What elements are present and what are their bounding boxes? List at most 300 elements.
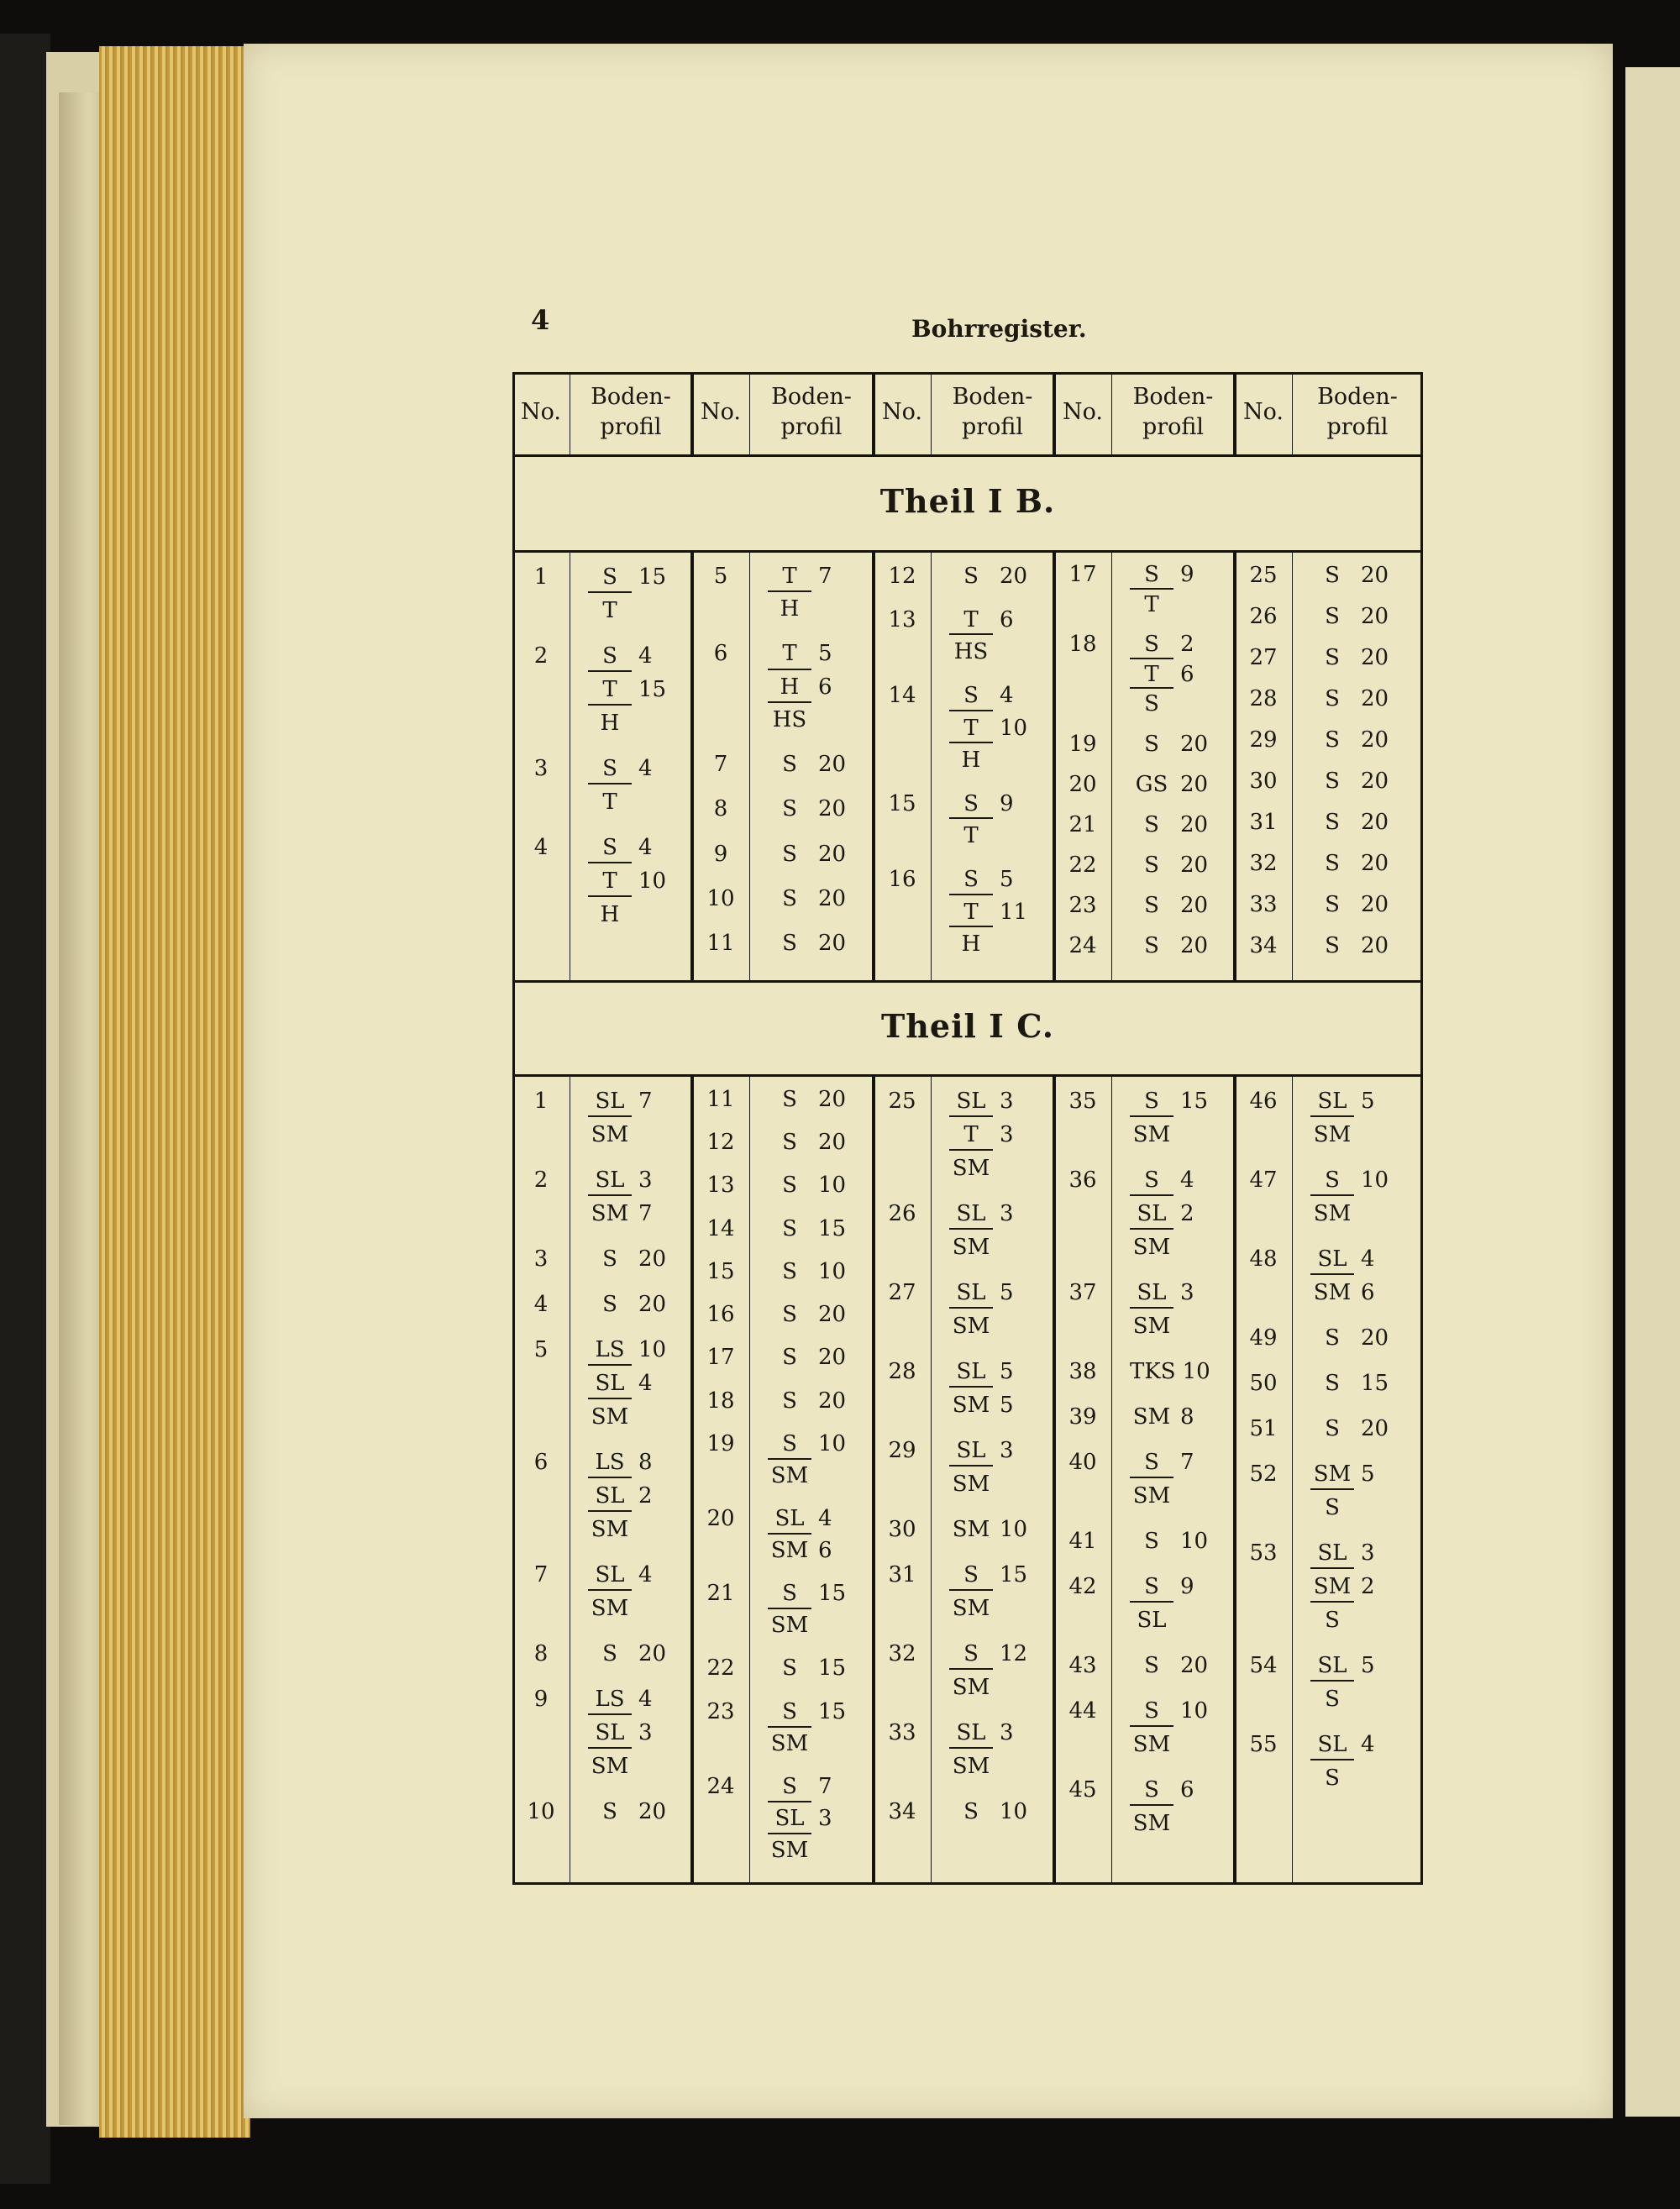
entry-number: 28 (888, 1359, 916, 1384)
layer-thickness: 3 (1000, 1438, 1014, 1463)
soil-profile (1310, 807, 1423, 837)
layer-thickness: 20 (638, 1799, 667, 1824)
section-1-thin-divider (749, 550, 750, 980)
layer-symbol: SM (952, 1235, 990, 1260)
profile-layer (588, 1084, 692, 1118)
profile-layer (768, 1386, 874, 1418)
layer-symbol: S (1325, 1495, 1340, 1520)
layer-symbol: T (588, 675, 632, 706)
column-header-bodenprofil (1292, 382, 1423, 443)
profile-layer (768, 1214, 874, 1246)
layer-symbol: S (588, 754, 632, 784)
soil-profile (588, 831, 692, 931)
layer-thickness: 20 (1180, 772, 1209, 798)
layer-thickness: 20 (818, 1345, 847, 1371)
layer-symbol: SM (1313, 1201, 1352, 1226)
entry-number: 33 (888, 1720, 916, 1745)
entry-number: 23 (1068, 893, 1097, 919)
layer-symbol: S (768, 1699, 811, 1728)
layer-symbol: S (1130, 1087, 1173, 1117)
layer-thickness: 10 (818, 1173, 847, 1199)
layer-symbol: S (1325, 604, 1340, 629)
entry-number: 3 (533, 1246, 549, 1272)
layer-symbol: S (949, 1561, 993, 1591)
soil-profile (588, 1682, 692, 1783)
layer-thickness: 3 (818, 1805, 832, 1831)
soil-profile (949, 1716, 1054, 1783)
layer-symbol: SM (952, 1675, 990, 1700)
profile-layer (1130, 1479, 1235, 1513)
section-2-thin-divider (749, 1074, 750, 1885)
layer-symbol: H (768, 674, 811, 703)
soil-profile (1310, 1457, 1423, 1524)
profile-layer (949, 679, 1054, 711)
entry-number: 50 (1249, 1371, 1278, 1396)
entry-number: 35 (1068, 1089, 1097, 1114)
layer-symbol: H (961, 931, 981, 958)
layer-thickness: 20 (1180, 732, 1209, 758)
soil-profile (949, 863, 1054, 960)
profile-layer (588, 1197, 692, 1230)
profile-layer (949, 788, 1054, 820)
column-header-no: No. (1063, 399, 1103, 425)
entry-number: 28 (1249, 686, 1278, 711)
profile-layer (588, 594, 692, 627)
layer-thickness: 6 (818, 1538, 832, 1563)
profile-layer (949, 1558, 1054, 1592)
layer-thickness: 20 (1361, 727, 1389, 753)
layer-symbol: S (602, 1641, 617, 1666)
soil-profile (1310, 1367, 1423, 1400)
entry-number: 37 (1068, 1280, 1097, 1305)
profile-layer (588, 1513, 692, 1546)
soil-profile (1130, 730, 1235, 760)
layer-symbol: SM (1132, 1732, 1171, 1757)
section-1-thin-divider (931, 550, 932, 980)
layer-symbol: SM (591, 1596, 629, 1621)
layer-symbol: T (949, 1120, 993, 1151)
layer-symbol: LS (588, 1685, 632, 1715)
layer-thickness: 5 (1361, 1461, 1375, 1487)
profile-layer (949, 1197, 1054, 1230)
layer-thickness: 6 (1180, 1777, 1194, 1802)
soil-profile (1130, 1400, 1235, 1434)
layer-symbol: S (782, 1087, 797, 1112)
soil-profile (1130, 1570, 1235, 1637)
entry-number: 4 (533, 1292, 549, 1317)
header-line: Boden- (1317, 384, 1398, 410)
layer-thickness: 4 (638, 1562, 653, 1587)
layer-symbol: SM (1132, 1122, 1171, 1147)
layer-thickness: 5 (1361, 1653, 1375, 1678)
profile-layer (1130, 690, 1235, 720)
profile-layer (588, 560, 692, 594)
soil-profile (949, 1084, 1054, 1185)
soil-profile (768, 560, 874, 627)
layer-symbol: S (782, 1655, 797, 1682)
soil-profile (768, 1429, 874, 1493)
layer-symbol: S (1325, 851, 1340, 876)
profile-layer (768, 1697, 874, 1729)
entry-number: 27 (1249, 645, 1278, 670)
layer-thickness: 20 (1180, 893, 1209, 919)
layer-symbol: T (1144, 591, 1159, 617)
soil-profile (588, 1558, 692, 1625)
layer-symbol: S (963, 1799, 979, 1824)
layer-symbol: T (949, 715, 993, 743)
layer-symbol: HS (953, 639, 989, 665)
entry-number: 40 (1068, 1450, 1097, 1475)
profile-layer (588, 785, 692, 819)
profile-layer (1130, 1773, 1235, 1807)
profile-layer (588, 1367, 692, 1400)
profile-layer (1310, 848, 1423, 879)
profile-layer (588, 1750, 692, 1783)
entry-number: 5 (713, 564, 728, 589)
soil-profile (768, 1127, 874, 1159)
entry-number: 20 (706, 1506, 735, 1532)
entry-number: 24 (706, 1773, 735, 1799)
soil-profile (1310, 1728, 1423, 1795)
layer-thickness: 20 (1361, 933, 1389, 958)
layer-thickness: 4 (638, 1687, 653, 1712)
layer-thickness: 20 (1361, 892, 1389, 917)
entry-number: 46 (1249, 1089, 1278, 1114)
profile-layer (768, 1610, 874, 1642)
entry-number: 55 (1249, 1732, 1278, 1757)
layer-symbol: T (963, 823, 979, 849)
entry-number: 47 (1249, 1167, 1278, 1193)
entry-number: 20 (1068, 772, 1097, 798)
profile-layer (588, 1682, 692, 1716)
layer-symbol: SM (591, 1754, 629, 1779)
profile-layer (1130, 630, 1235, 660)
profile-layer (588, 1716, 692, 1750)
layer-symbol: S (1144, 1529, 1159, 1554)
layer-symbol: SM (1132, 1811, 1171, 1836)
layer-symbol: S (1325, 1371, 1340, 1396)
soil-profile (949, 1197, 1054, 1264)
layer-symbol: S (1325, 810, 1340, 835)
layer-thickness: 7 (638, 1089, 653, 1114)
soil-profile (588, 639, 692, 740)
soil-profile (768, 883, 874, 916)
soil-profile (768, 1257, 874, 1288)
layer-thickness: 4 (638, 643, 653, 669)
layer-symbol: S (1325, 1608, 1340, 1633)
profile-layer (949, 1467, 1054, 1501)
soil-profile (1130, 1694, 1235, 1761)
layer-symbol: S (782, 1388, 797, 1414)
layer-symbol: S (782, 841, 797, 867)
layer-thickness: 4 (818, 1506, 832, 1532)
layer-symbol: S (1130, 1448, 1173, 1478)
entry-number: 36 (1068, 1167, 1097, 1193)
profile-layer (1130, 1197, 1235, 1230)
layer-thickness: 20 (818, 1302, 847, 1328)
soil-profile (1310, 560, 1423, 590)
layer-thickness: 4 (638, 1371, 653, 1396)
layer-symbol: S (1144, 812, 1159, 838)
layer-thickness: 15 (638, 677, 667, 702)
soil-profile (949, 788, 1054, 853)
soil-profile (1130, 851, 1235, 881)
profile-layer (1130, 1230, 1235, 1264)
profile-layer (1310, 1536, 1423, 1570)
bohrregister-table (512, 372, 1423, 1885)
layer-thickness: 15 (818, 1215, 847, 1241)
entry-number: 15 (888, 790, 916, 816)
layer-symbol: S (1325, 1416, 1340, 1441)
layer-symbol: SL (949, 1357, 993, 1388)
entry-number: 1 (533, 564, 549, 590)
entry-number: 14 (888, 683, 916, 709)
layer-thickness: 20 (1180, 853, 1209, 879)
layer-symbol: S (1130, 1776, 1173, 1806)
layer-thickness: 2 (1180, 1201, 1194, 1226)
layer-thickness: 20 (1361, 686, 1389, 711)
layer-thickness: 10 (638, 1337, 667, 1362)
profile-layer (1130, 1603, 1235, 1637)
layer-symbol: SL (949, 1718, 993, 1749)
profile-layer (1130, 851, 1235, 881)
profile-layer (588, 864, 692, 898)
layer-thickness: 20 (1361, 645, 1389, 670)
layer-thickness: 20 (818, 752, 847, 778)
layer-thickness: 3 (1180, 1280, 1194, 1305)
profile-layer (768, 560, 874, 593)
soil-profile (588, 560, 692, 627)
layer-symbol: SL (768, 1806, 811, 1834)
layer-thickness: 4 (1361, 1246, 1375, 1272)
profile-layer (1310, 1084, 1423, 1118)
profile-layer (949, 1388, 1054, 1422)
entry-number: 49 (1249, 1325, 1278, 1351)
column-header-bodenprofil (931, 382, 1054, 443)
profile-layer (1310, 560, 1423, 590)
section-2-thin-divider (1111, 1074, 1112, 1885)
layer-thickness: 15 (1180, 1089, 1209, 1114)
soil-profile (1310, 1649, 1423, 1716)
column-header-bodenprofil (1111, 382, 1235, 443)
profile-layer (949, 1795, 1054, 1829)
soil-profile (1310, 1084, 1423, 1152)
layer-symbol: T (768, 563, 811, 592)
soil-profile (588, 1084, 692, 1152)
layer-symbol: SM (1313, 1122, 1352, 1147)
section-1-end-rule (512, 980, 1423, 983)
soil-profile (949, 1276, 1054, 1343)
entry-number: 39 (1068, 1404, 1097, 1430)
profile-layer (949, 1637, 1054, 1671)
soil-profile (768, 927, 874, 960)
layer-symbol: S (949, 682, 993, 711)
profile-layer (1310, 766, 1423, 796)
soil-profile (1310, 684, 1423, 714)
profile-layer (1130, 1807, 1235, 1840)
layer-thickness: 15 (1361, 1371, 1389, 1396)
entry-number: 22 (1068, 853, 1097, 879)
soil-profile (1130, 1355, 1235, 1388)
layer-thickness: 15 (818, 1581, 847, 1607)
layer-thickness: 8 (638, 1450, 653, 1475)
soil-profile (1130, 931, 1235, 962)
layer-symbol: S (1325, 686, 1340, 711)
profile-layer (588, 1118, 692, 1152)
layer-thickness: 20 (638, 1246, 667, 1272)
entry-number: 52 (1249, 1461, 1278, 1487)
layer-thickness: 7 (818, 1773, 832, 1799)
soil-profile (768, 638, 874, 737)
soil-profile (1310, 601, 1423, 632)
soil-profile (949, 1558, 1054, 1625)
profile-layer (949, 896, 1054, 928)
profile-layer (768, 1803, 874, 1835)
layer-thickness: 20 (818, 885, 847, 911)
soil-profile (768, 1084, 874, 1116)
layer-symbol: S (782, 1215, 797, 1241)
layer-thickness: 6 (1180, 661, 1194, 687)
header-line: profil (780, 414, 843, 440)
layer-symbol: S (1325, 563, 1340, 588)
entry-number: 31 (1249, 810, 1278, 835)
entry-number: 48 (1249, 1246, 1278, 1272)
layer-symbol: S (602, 1246, 617, 1272)
profile-layer (949, 863, 1054, 895)
layer-thickness: 4 (638, 835, 653, 860)
layer-symbol: SM (952, 1393, 990, 1418)
profile-layer (1310, 1728, 1423, 1761)
entry-number: 19 (706, 1430, 735, 1456)
soil-profile (768, 793, 874, 826)
layer-symbol: H (961, 748, 981, 774)
header-line: profil (961, 414, 1024, 440)
layer-thickness: 20 (818, 930, 847, 956)
profile-layer (1310, 601, 1423, 632)
layer-symbol: H (600, 902, 620, 927)
profile-layer (1310, 1412, 1423, 1446)
entry-number: 17 (706, 1345, 735, 1371)
profile-layer (768, 1342, 874, 1374)
layer-symbol: S (1144, 1653, 1159, 1678)
soil-profile (588, 1288, 692, 1321)
entry-number: 30 (1249, 769, 1278, 794)
layer-symbol: T (1130, 663, 1173, 690)
profile-layer (768, 704, 874, 737)
profile-layer (949, 560, 1054, 592)
layer-thickness: 2 (1361, 1574, 1375, 1599)
layer-symbol: S (602, 1799, 617, 1824)
layer-symbol: S (1325, 892, 1340, 917)
profile-layer (588, 1558, 692, 1592)
layer-symbol: S (768, 1581, 811, 1609)
soil-profile (768, 1653, 874, 1685)
profile-layer (588, 639, 692, 673)
section-title: Theil I C. (881, 1007, 1054, 1045)
layer-thickness: 6 (818, 674, 832, 700)
header-line: Boden- (952, 384, 1033, 410)
header-line: profil (600, 414, 662, 440)
layer-symbol: S (1130, 563, 1173, 590)
profile-layer (768, 1127, 874, 1159)
profile-layer (1130, 1355, 1235, 1388)
profile-layer (588, 1242, 692, 1276)
profile-layer (949, 928, 1054, 960)
layer-symbol: S (782, 930, 797, 956)
layer-symbol: SL (588, 1369, 632, 1399)
layer-symbol: SL (1310, 1730, 1354, 1760)
layer-thickness: 4 (638, 756, 653, 781)
column-header-no: No. (882, 399, 922, 425)
section-title: Theil I B. (879, 482, 1056, 520)
soil-profile (1130, 891, 1235, 921)
soil-profile (1310, 889, 1423, 920)
profile-layer (588, 1333, 692, 1367)
entry-number: 30 (888, 1517, 916, 1542)
soil-profile (1310, 643, 1423, 673)
entry-number: 2 (533, 1167, 549, 1193)
soil-profile (949, 1434, 1054, 1501)
layer-symbol: LS (588, 1448, 632, 1478)
layer-symbol: SM (952, 1156, 990, 1181)
layer-thickness: 3 (1000, 1201, 1014, 1226)
layer-thickness: 20 (818, 1087, 847, 1112)
entry-number: 54 (1249, 1653, 1278, 1678)
entry-number: 3 (533, 756, 549, 781)
layer-symbol: SL (1130, 1278, 1173, 1309)
layer-thickness: 20 (638, 1641, 667, 1666)
entry-number: 25 (888, 1089, 916, 1114)
profile-layer (949, 1750, 1054, 1783)
profile-layer (1130, 1163, 1235, 1197)
profile-layer (768, 1503, 874, 1535)
profile-layer (588, 1446, 692, 1479)
section-1-thin-divider (1111, 550, 1112, 980)
entry-number: 2 (533, 643, 549, 669)
layer-symbol: S (782, 752, 797, 778)
entry-number: 42 (1068, 1574, 1097, 1599)
layer-symbol: SM (1132, 1314, 1171, 1339)
entry-number: 33 (1249, 892, 1278, 917)
entry-number: 15 (706, 1258, 735, 1284)
layer-symbol: S (588, 642, 632, 672)
layer-symbol: SL (949, 1278, 993, 1309)
layer-symbol: S (782, 1173, 797, 1199)
profile-layer (1130, 660, 1235, 690)
layer-thickness: 10 (1000, 1517, 1028, 1542)
entry-number: 51 (1249, 1416, 1278, 1441)
entry-number: 44 (1068, 1698, 1097, 1724)
header-line: Boden- (1132, 384, 1214, 410)
layer-symbol: SM (770, 1730, 809, 1756)
profile-layer (768, 1170, 874, 1202)
layer-thickness: 6 (1361, 1280, 1375, 1305)
layer-thickness: 15 (818, 1655, 847, 1682)
soil-profile (768, 1386, 874, 1418)
layer-symbol: S (949, 866, 993, 895)
layer-thickness: 2 (638, 1483, 653, 1509)
soil-profile (1130, 560, 1235, 620)
entry-number: 53 (1249, 1540, 1278, 1566)
soil-profile (1130, 1163, 1235, 1264)
profile-layer (768, 1578, 874, 1610)
layer-symbol: SL (949, 1436, 993, 1467)
profile-layer (768, 883, 874, 916)
layer-symbol: SM (1310, 1572, 1354, 1603)
profile-layer (768, 1535, 874, 1567)
section-2-thin-divider (931, 1074, 932, 1885)
profile-layer (588, 1637, 692, 1671)
